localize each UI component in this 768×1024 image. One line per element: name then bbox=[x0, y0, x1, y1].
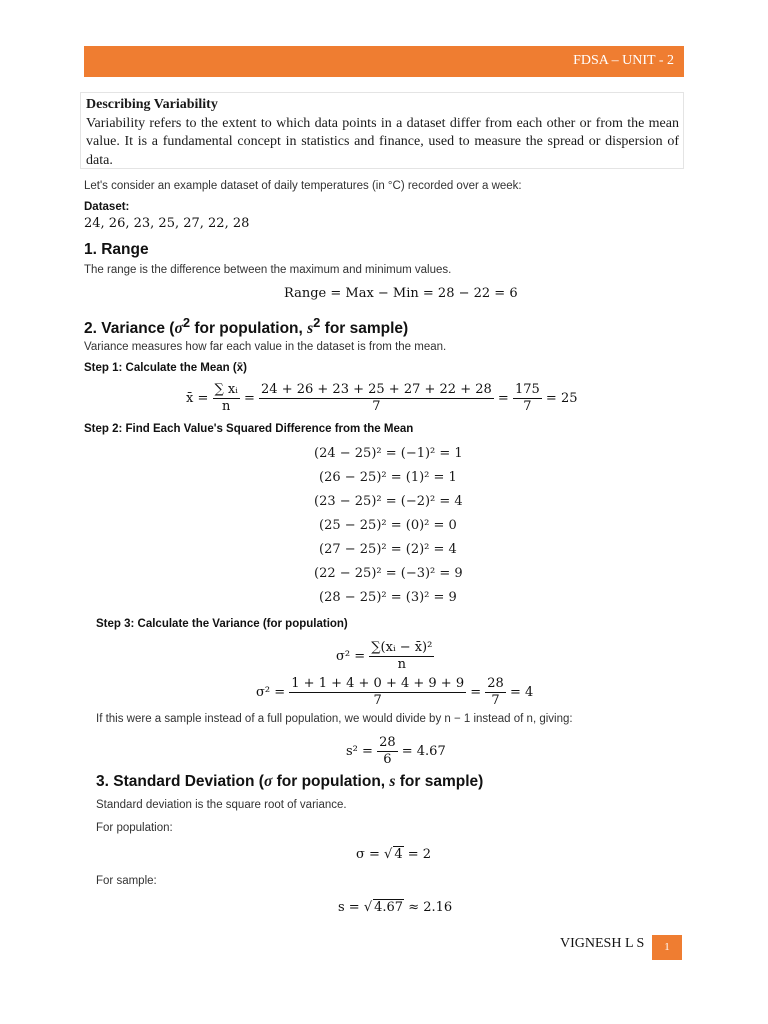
step2-label: Step 2: Find Each Value's Squared Difference from the Mean bbox=[84, 423, 414, 435]
header-title: FDSA – UNIT - 2 bbox=[573, 53, 674, 68]
sample-variance-calc: s² = $\frac{28}{6}$ = 4.67 bbox=[346, 735, 446, 767]
variance-title: 2. Variance ($\sigma^2$ for population, $s^2$ for sample) bbox=[84, 315, 409, 338]
std-pop-formula: σ = √ 4 = 2 bbox=[356, 847, 432, 862]
footer-author: VIGNESH L S bbox=[560, 936, 645, 951]
dataset-values: 24, 26, 23, 25, 27, 22, 28 bbox=[84, 216, 250, 231]
std-sample-label: For sample: bbox=[96, 875, 157, 887]
squared-diff-line: (22 − 25)² = (−3)² = 9 bbox=[314, 566, 463, 581]
example-intro: Let's consider an example dataset of daily temperatures (in °C) recorded over a week: bbox=[84, 180, 522, 192]
squared-diff-line: (24 − 25)² = (−1)² = 1 bbox=[314, 446, 463, 461]
header-bar bbox=[84, 46, 684, 77]
squared-diff-line: (27 − 25)² = (2)² = 4 bbox=[319, 542, 457, 557]
dataset-label: Dataset: bbox=[84, 201, 130, 213]
pop-variance-calc: σ² = $\frac{1 + 1 + 4 + 0 + 4 + 9 + 9}{7}$ = $\frac{28}{7}$ = 4 bbox=[256, 676, 534, 708]
range-desc: The range is the difference between the maximum and minimum values. bbox=[84, 264, 452, 276]
std-title: 3. Standard Deviation (σ for population, s for sample) bbox=[96, 773, 484, 790]
pop-variance-formula: σ² = $\frac{\text{∑(xᵢ − x̄)²}}{n}$ bbox=[336, 640, 433, 672]
std-pop-label: For population: bbox=[96, 822, 173, 834]
mean-equation: x̄ = $\frac{\text{∑ xᵢ}}{n}$ = $\frac{24 + 26 + 23 + 25 + 27 + 22 + 28}{7}$ = $\frac{175}{7}$ = 25 bbox=[186, 382, 578, 414]
range-title: 1. Range bbox=[84, 241, 149, 258]
intro-title: Describing Variability bbox=[86, 97, 218, 112]
std-sample-formula: s = √ 4.67 ≈ 2.16 bbox=[338, 900, 453, 915]
step1-label: Step 1: Calculate the Mean (x̄) bbox=[84, 362, 247, 374]
variance-desc: Variance measures how far each value in the dataset is from the mean. bbox=[84, 341, 447, 353]
squared-diff-line: (25 − 25)² = (0)² = 0 bbox=[319, 518, 457, 533]
squared-diff-line: (23 − 25)² = (−2)² = 4 bbox=[314, 494, 463, 509]
range-formula: Range = Max − Min = 28 − 22 = 6 bbox=[284, 286, 518, 301]
step3-label: Step 3: Calculate the Variance (for population) bbox=[96, 618, 348, 630]
squared-diff-line: (26 − 25)² = (1)² = 1 bbox=[319, 470, 457, 485]
std-desc: Standard deviation is the square root of variance. bbox=[96, 799, 347, 811]
page-number: 1 bbox=[652, 935, 682, 960]
intro-body: Variability refers to the extent to which data points in a dataset differ from each other or from the mean value. It is a fundamental concept in statistics and finance, used to measure the spread or dispersion of data. bbox=[86, 115, 679, 168]
squared-diff-line: (28 − 25)² = (3)² = 9 bbox=[319, 590, 457, 605]
intro-box bbox=[80, 92, 684, 169]
sample-note: If this were a sample instead of a full population, we would divide by n − 1 instead of n, giving: bbox=[96, 713, 573, 725]
